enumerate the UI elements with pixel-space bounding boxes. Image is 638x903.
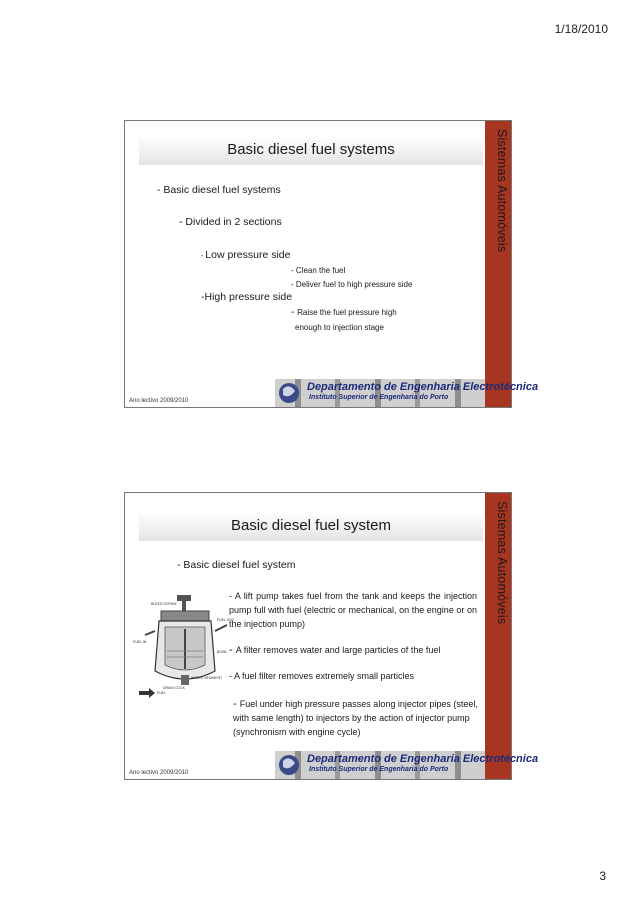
- label-water-sediment: WATER SEDIMENT: [191, 676, 223, 680]
- bullet-filter: [229, 643, 477, 657]
- slide-2: [124, 492, 539, 780]
- bullet-low-b: - Deliver fuel to high pressure side: [291, 280, 413, 289]
- page-number: 3: [599, 869, 606, 883]
- side-band: [485, 493, 511, 779]
- slide-title: Basic diesel fuel system: [139, 511, 483, 541]
- slide-title: Basic diesel fuel systems: [139, 135, 483, 165]
- bullet-fuel-filter: - A fuel filter removes extremely small particles: [229, 671, 415, 681]
- bullet-l1: - Basic diesel fuel system: [177, 559, 296, 571]
- bullet-high-pressure-text: Fuel under high pressure passes along injector pipes (steel, with same length) to injectors by the action of injector pump (synchronism with engine cycle): [233, 699, 478, 737]
- bullet-high-pressure: [233, 697, 481, 739]
- bullet-l2: - Divided in 2 sections: [179, 216, 282, 228]
- bullet-filter-dash: -: [229, 644, 236, 656]
- footer-text: Ano lectivo 2009/2010: [129, 398, 189, 404]
- label-drain-cock: DRAIN COCK: [163, 686, 185, 690]
- logo-line1: Departamento de Engenharia Electrotécnica: [307, 381, 539, 393]
- side-band: [485, 121, 511, 407]
- side-label: Sistemas Automóveis: [495, 129, 509, 253]
- side-label: Sistemas Automóveis: [495, 501, 509, 625]
- bullet-lift-pump: - A lift pump takes fuel from the tank and keeps the injection pump full with fuel (electric or mechanical, on the engine or on the injection pump): [229, 591, 477, 629]
- bullet-low: [201, 249, 291, 261]
- label-fuel: FUEL: [157, 691, 166, 695]
- bullet-low-a: - Clean the fuel: [291, 266, 346, 275]
- logo-line1: Departamento de Engenharia Electrotécnica: [307, 753, 539, 765]
- bullet-filter-text: A filter removes water and large particles of the fuel: [235, 645, 441, 655]
- bullet-l1: - Basic diesel fuel systems: [157, 184, 281, 196]
- footer-text: Ano lectivo 2009/2010: [129, 770, 189, 776]
- bullet-high-pressure-dash: -: [233, 698, 240, 710]
- bullet-high-a-text: Raise the fuel pressure high: [297, 308, 397, 317]
- bullet-high-b: enough to injection stage: [295, 323, 384, 332]
- bullet-high: -High pressure side: [201, 291, 293, 303]
- label-fuel-in: FUEL IN: [133, 640, 147, 644]
- bullet-low-text: Low pressure side: [205, 249, 291, 261]
- slide-1: [124, 120, 539, 408]
- bullet-low-dash: -: [201, 253, 206, 260]
- bullet-high-a: [291, 307, 397, 318]
- department-logo: [275, 751, 539, 779]
- print-date: 1/18/2010: [554, 22, 608, 36]
- bullet-high-a-dash: -: [291, 307, 298, 318]
- logo-line2: Instituto Superior de Engenharia do Porto: [309, 766, 449, 773]
- logo-line2: Instituto Superior de Engenharia do Porto: [309, 394, 449, 401]
- label-bleed-screw: BLEED SCREW: [151, 602, 177, 606]
- fuel-filter-diagram: [131, 591, 235, 701]
- label-bowl: BOWL: [217, 650, 228, 654]
- label-fuel-out: FUEL OUT: [217, 618, 235, 622]
- department-logo: [275, 379, 539, 407]
